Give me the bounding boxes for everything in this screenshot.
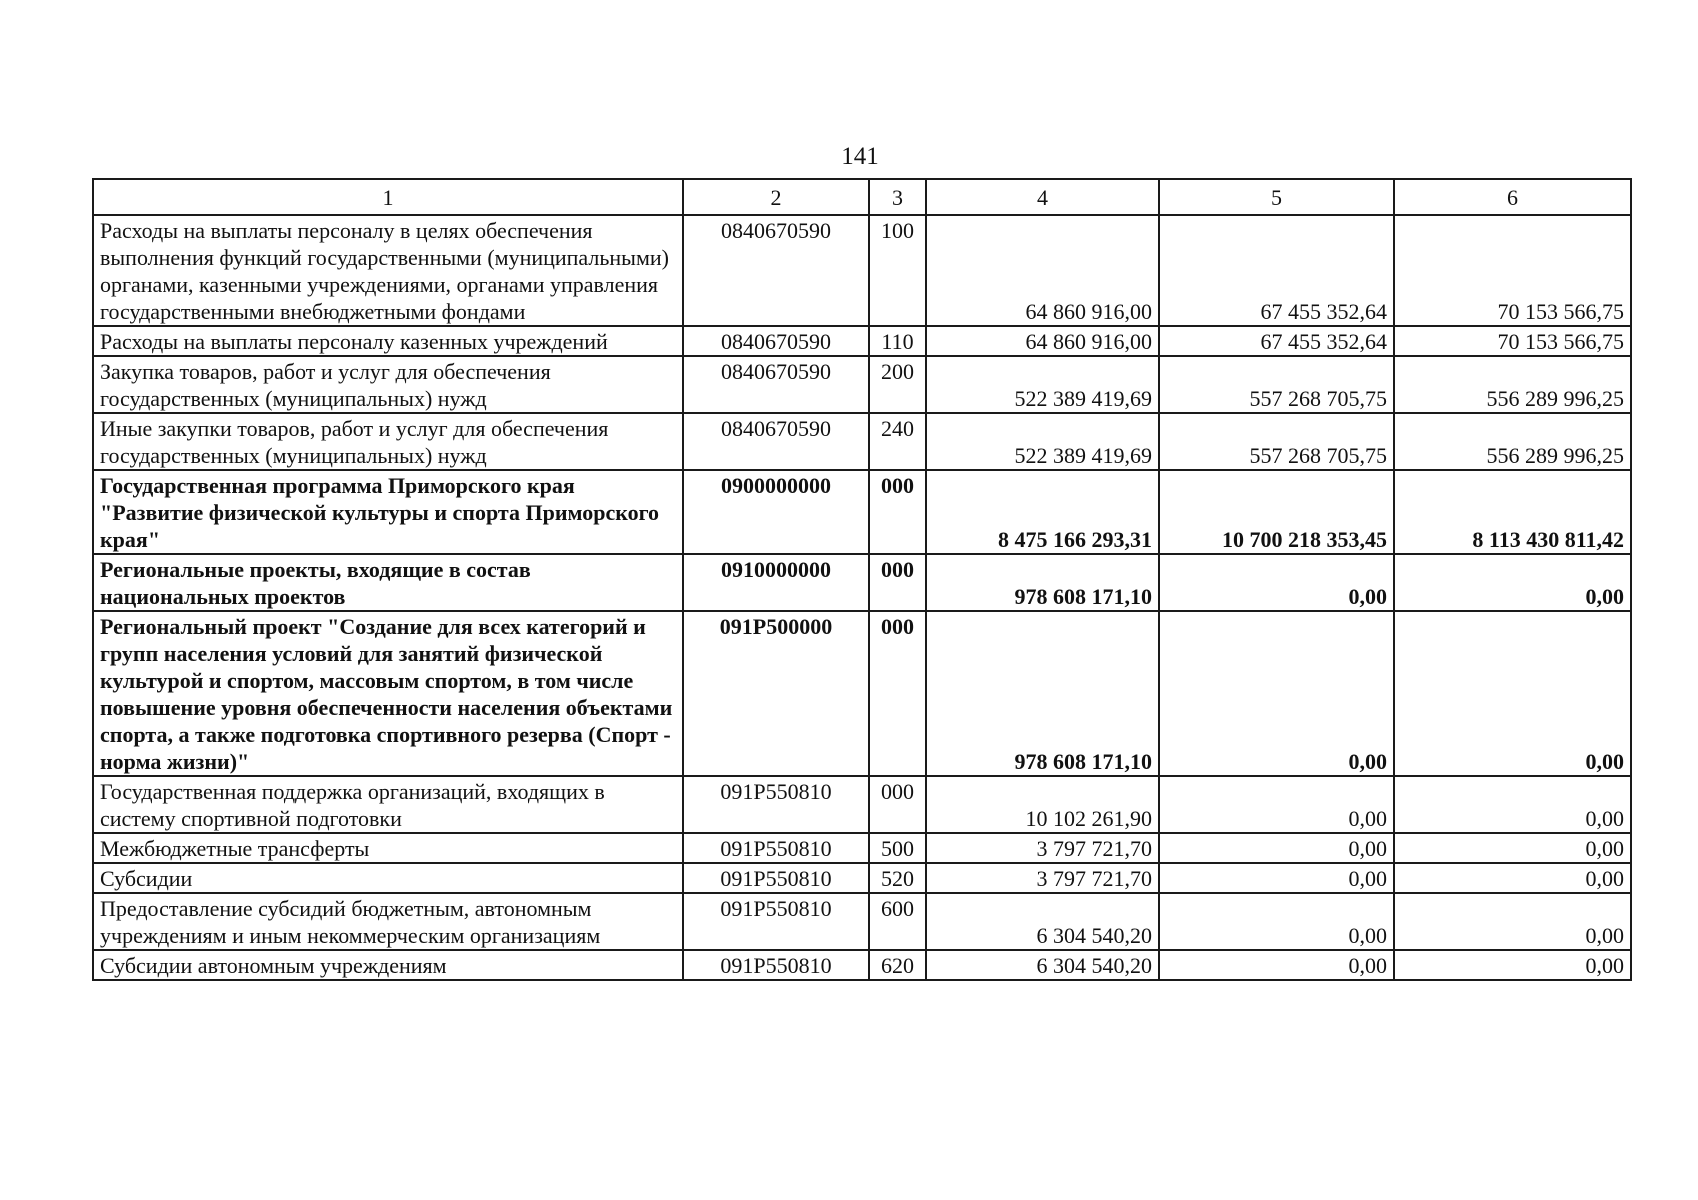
- table-row: [93, 356, 1631, 413]
- table-row: [93, 215, 1631, 326]
- row-amount-col6-cell: 0,00: [1394, 611, 1631, 776]
- row-code-cell: 091P550810: [683, 950, 869, 980]
- row-expense-type-cell: 240: [869, 413, 926, 470]
- row-name-cell: Иные закупки товаров, работ и услуг для обеспечения государственных (муниципальных) нужд: [93, 413, 683, 470]
- row-amount-col5-cell: 67 455 352,64: [1159, 326, 1394, 356]
- row-amount-col5-cell: 0,00: [1159, 893, 1394, 950]
- row-expense-type-cell: 000: [869, 776, 926, 833]
- row-expense-type-cell: 110: [869, 326, 926, 356]
- table-row: [93, 833, 1631, 863]
- header-cell-1: 1: [93, 179, 683, 215]
- table-row: [93, 950, 1631, 980]
- row-amount-col6-cell: 0,00: [1394, 950, 1631, 980]
- row-amount-col5-cell: 0,00: [1159, 554, 1394, 611]
- table-row: [93, 863, 1631, 893]
- row-code-cell: 0910000000: [683, 554, 869, 611]
- row-amount-col6-cell: 70 153 566,75: [1394, 326, 1631, 356]
- row-code-cell: 091P550810: [683, 893, 869, 950]
- row-amount-col4-cell: 64 860 916,00: [926, 326, 1159, 356]
- row-amount-col6-cell: 556 289 996,25: [1394, 413, 1631, 470]
- table-row: [93, 554, 1631, 611]
- row-name-cell: Региональные проекты, входящие в состав национальных проектов: [93, 554, 683, 611]
- row-name-cell: Закупка товаров, работ и услуг для обеспечения государственных (муниципальных) нужд: [93, 356, 683, 413]
- row-amount-col5-cell: 0,00: [1159, 833, 1394, 863]
- table-row: [93, 893, 1631, 950]
- row-expense-type-cell: 520: [869, 863, 926, 893]
- row-expense-type-cell: 100: [869, 215, 926, 326]
- row-amount-col5-cell: 0,00: [1159, 863, 1394, 893]
- row-name-cell: Субсидии: [93, 863, 683, 893]
- row-code-cell: 0840670590: [683, 413, 869, 470]
- row-amount-col5-cell: 557 268 705,75: [1159, 413, 1394, 470]
- header-cell-4: 4: [926, 179, 1159, 215]
- header-cell-2: 2: [683, 179, 869, 215]
- budget-table: [92, 178, 1632, 981]
- row-name-cell: Государственная поддержка организаций, входящих в систему спортивной подготовки: [93, 776, 683, 833]
- table-header-row: [93, 179, 1631, 215]
- row-amount-col4-cell: 10 102 261,90: [926, 776, 1159, 833]
- row-amount-col4-cell: 64 860 916,00: [926, 215, 1159, 326]
- row-code-cell: 0840670590: [683, 326, 869, 356]
- header-cell-6: 6: [1394, 179, 1631, 215]
- row-name-cell: Региональный проект "Создание для всех категорий и групп населения условий для занятий физической культурой и спортом, массовым спортом, в том числе повышение уровня обеспеченности населения объектами спорта, а также подготовка спортивного резерва (Спорт - норма жизни)": [93, 611, 683, 776]
- row-amount-col4-cell: 522 389 419,69: [926, 413, 1159, 470]
- row-code-cell: 091P500000: [683, 611, 869, 776]
- row-amount-col5-cell: 557 268 705,75: [1159, 356, 1394, 413]
- table-row: [93, 470, 1631, 554]
- row-name-cell: Государственная программа Приморского края "Развитие физической культуры и спорта Приморского края": [93, 470, 683, 554]
- row-amount-col6-cell: 0,00: [1394, 893, 1631, 950]
- row-amount-col6-cell: 0,00: [1394, 863, 1631, 893]
- row-amount-col4-cell: 8 475 166 293,31: [926, 470, 1159, 554]
- header-cell-3: 3: [869, 179, 926, 215]
- row-code-cell: 091P550810: [683, 833, 869, 863]
- row-amount-col6-cell: 556 289 996,25: [1394, 356, 1631, 413]
- table-row: [93, 611, 1631, 776]
- row-name-cell: Расходы на выплаты персоналу в целях обеспечения выполнения функций государственными (муниципальными) органами, казенными учреждениями, органами управления государственными внебюджетными фондами: [93, 215, 683, 326]
- row-amount-col4-cell: 978 608 171,10: [926, 554, 1159, 611]
- row-expense-type-cell: 600: [869, 893, 926, 950]
- row-name-cell: Расходы на выплаты персоналу казенных учреждений: [93, 326, 683, 356]
- row-amount-col4-cell: 6 304 540,20: [926, 893, 1159, 950]
- row-code-cell: 0900000000: [683, 470, 869, 554]
- row-amount-col4-cell: 6 304 540,20: [926, 950, 1159, 980]
- row-expense-type-cell: 200: [869, 356, 926, 413]
- row-expense-type-cell: 620: [869, 950, 926, 980]
- row-amount-col6-cell: 8 113 430 811,42: [1394, 470, 1631, 554]
- row-code-cell: 091P550810: [683, 863, 869, 893]
- row-amount-col6-cell: 70 153 566,75: [1394, 215, 1631, 326]
- table-row: [93, 413, 1631, 470]
- row-name-cell: Предоставление субсидий бюджетным, автономным учреждениям и иным некоммерческим организациям: [93, 893, 683, 950]
- page-number: 141: [841, 143, 879, 170]
- row-code-cell: 091P550810: [683, 776, 869, 833]
- row-amount-col6-cell: 0,00: [1394, 776, 1631, 833]
- row-amount-col5-cell: 0,00: [1159, 611, 1394, 776]
- row-amount-col6-cell: 0,00: [1394, 833, 1631, 863]
- row-amount-col5-cell: 67 455 352,64: [1159, 215, 1394, 326]
- row-amount-col5-cell: 0,00: [1159, 776, 1394, 833]
- row-expense-type-cell: 000: [869, 611, 926, 776]
- row-expense-type-cell: 000: [869, 470, 926, 554]
- row-name-cell: Межбюджетные трансферты: [93, 833, 683, 863]
- table-row: [93, 326, 1631, 356]
- row-amount-col5-cell: 10 700 218 353,45: [1159, 470, 1394, 554]
- table-body: [93, 179, 1631, 980]
- row-code-cell: 0840670590: [683, 215, 869, 326]
- row-expense-type-cell: 500: [869, 833, 926, 863]
- row-expense-type-cell: 000: [869, 554, 926, 611]
- row-code-cell: 0840670590: [683, 356, 869, 413]
- table-row: [93, 776, 1631, 833]
- row-name-cell: Субсидии автономным учреждениям: [93, 950, 683, 980]
- row-amount-col4-cell: 3 797 721,70: [926, 833, 1159, 863]
- row-amount-col4-cell: 978 608 171,10: [926, 611, 1159, 776]
- row-amount-col5-cell: 0,00: [1159, 950, 1394, 980]
- row-amount-col4-cell: 3 797 721,70: [926, 863, 1159, 893]
- row-amount-col4-cell: 522 389 419,69: [926, 356, 1159, 413]
- header-cell-5: 5: [1159, 179, 1394, 215]
- row-amount-col6-cell: 0,00: [1394, 554, 1631, 611]
